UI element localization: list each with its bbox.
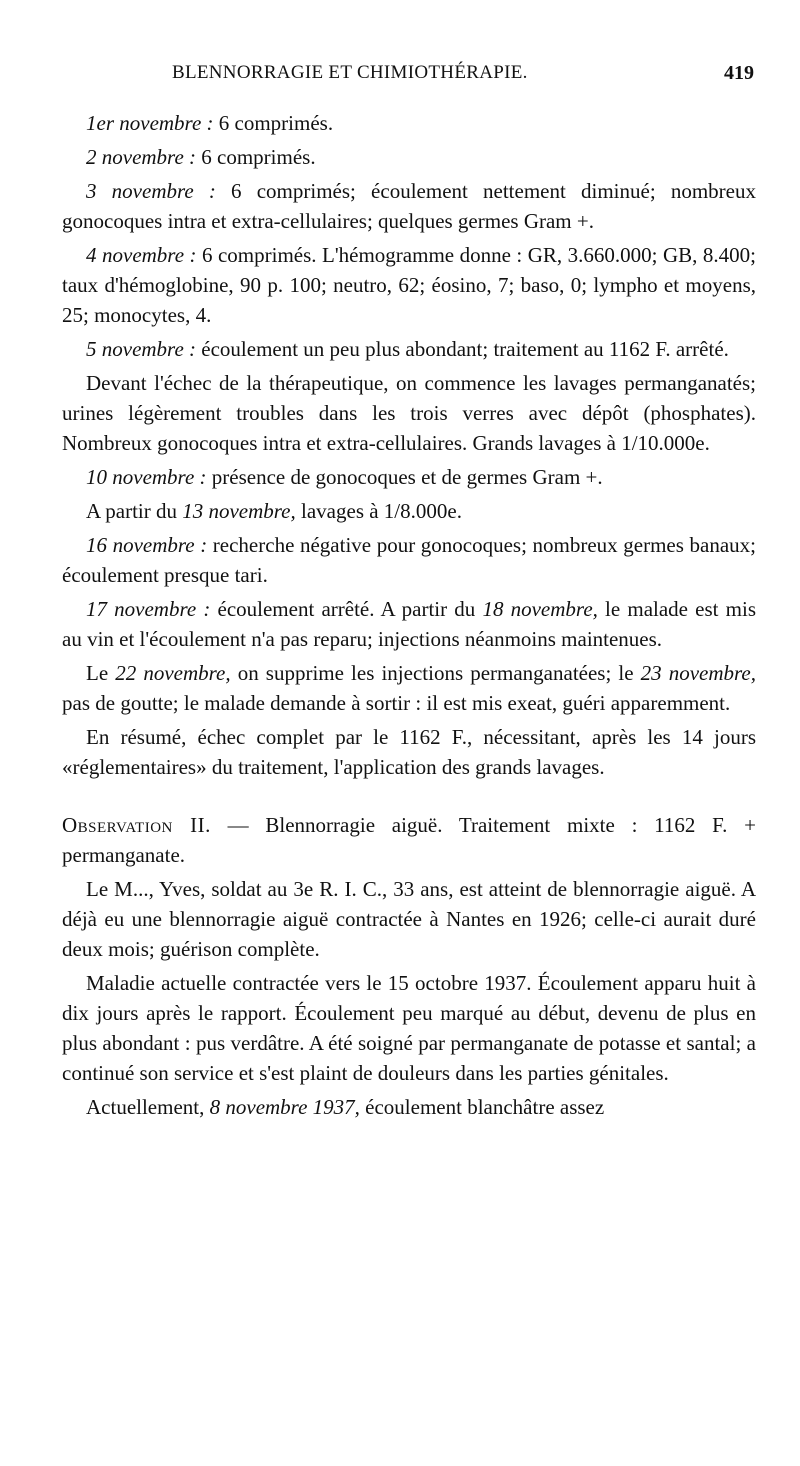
entry-text: 6 comprimés. [196, 145, 316, 169]
entry-13-novembre [62, 496, 756, 526]
entry-date: 17 novembre : [86, 597, 211, 621]
entry-date: 16 novembre : [86, 533, 208, 557]
entry-text: 6 comprimés; écoulement nettement diminué; nombreux gonocoques intra et extra-cellulaires; quelques germes Gram +. [62, 179, 756, 233]
page-number: 419 [724, 62, 754, 84]
entry-date: 5 novembre : [86, 337, 197, 361]
entry-date: 23 novembre, [640, 661, 757, 685]
entry-2-novembre [62, 142, 756, 172]
entry-date: 1er novembre : [86, 111, 214, 135]
page-header [62, 58, 760, 92]
entry-17-novembre [62, 594, 756, 654]
entry-date: 22 novembre, [115, 661, 231, 685]
entry-text: 6 comprimés. [213, 111, 334, 135]
entry-date: 10 novembre : [86, 465, 207, 489]
running-title: BLENNORRAGIE ET CHIMIOTHÉRAPIE. [172, 62, 528, 83]
entry-text: pas de goutte; le malade demande à sortir : il est mis exeat, guéri apparemment. [62, 691, 731, 715]
observation-paragraph-1: Le M..., Yves, soldat au 3e R. I. C., 33 ans, est atteint de blennorragie aiguë. A déjà eu une blennorragie aiguë contractée à Nantes en 1926; celle-ci aurait duré deux mois; guérison complète. [62, 877, 756, 961]
section-spacer [62, 786, 756, 810]
entry-date: 13 novembre, [182, 499, 296, 523]
entry-date: 3 novembre : [86, 179, 216, 203]
entry-date: 4 novembre : [86, 243, 197, 267]
entry-date: 2 novembre : [86, 145, 197, 169]
entry-text: Actuellement, [86, 1095, 210, 1119]
entry-date: 18 novembre, [482, 597, 598, 621]
observation-paragraph-3 [62, 1092, 756, 1122]
entry-22-novembre [62, 658, 756, 718]
entry-text: le malade est mis au vin et l'écoulement n'a pas reparu; injections néanmoins maintenues. [62, 597, 756, 651]
observation-title: — Blennorragie aiguë. Traitement mixte : 1162 F. + permanganate. [62, 813, 757, 867]
entry-date: 8 novembre 1937, [209, 1095, 360, 1119]
page-body [62, 108, 756, 1126]
entry-1-novembre [62, 108, 756, 138]
entry-text: Le [86, 661, 116, 685]
entry-text: écoulement blanchâtre assez [359, 1095, 605, 1119]
entry-text: on supprime les injections permanganatées; le [230, 661, 641, 685]
entry-text: lavages à 1/8.000e. [295, 499, 462, 523]
entry-text: écoulement arrêté. A partir du [210, 597, 483, 621]
entry-5-novembre [62, 334, 756, 364]
entry-text: 6 comprimés. L'hémogramme donne : GR, 3.660.000; GB, 8.400; taux d'hémoglobine, 90 p. 100; neutro, 62; éosino, 7; baso, 0; lympho et moyens, 25; monocytes, 4. [62, 243, 756, 327]
entry-3-novembre [62, 176, 756, 236]
entry-10-novembre [62, 462, 756, 492]
observation-paragraph-2: Maladie actuelle contractée vers le 15 octobre 1937. Écoulement apparu huit à dix jours après le rapport. Écoulement peu marqué au début, devenu de plus en plus abondant : pus verdâtre. A été soigné par permanganate de potasse et santal; a continué son service et s'est plaint de douleurs dans les parties génitales. [62, 971, 756, 1085]
observation-heading [62, 810, 756, 870]
entry-16-novembre [62, 530, 756, 590]
paragraph-resume: En résumé, échec complet par le 1162 F., nécessitant, après les 14 jours «réglementaires» du traitement, l'application des grands lavages. [62, 725, 756, 779]
entry-4-novembre [62, 240, 756, 330]
entry-text: présence de gonocoques et de germes Gram +. [206, 465, 603, 489]
entry-text: écoulement un peu plus abondant; traitement au 1162 F. arrêté. [196, 337, 729, 361]
entry-text: A partir du [86, 499, 183, 523]
entry-text: recherche négative pour gonocoques; nombreux germes banaux; écoulement presque tari. [62, 533, 756, 587]
observation-label: Observation II. [62, 813, 211, 837]
paragraph-lavages: Devant l'échec de la thérapeutique, on commence les lavages permanganatés; urines légèrement troubles dans les trois verres avec dépôt (phosphates). Nombreux gonocoques intra et extra-cellulaires. Grands lavages à 1/10.000e. [62, 371, 756, 455]
